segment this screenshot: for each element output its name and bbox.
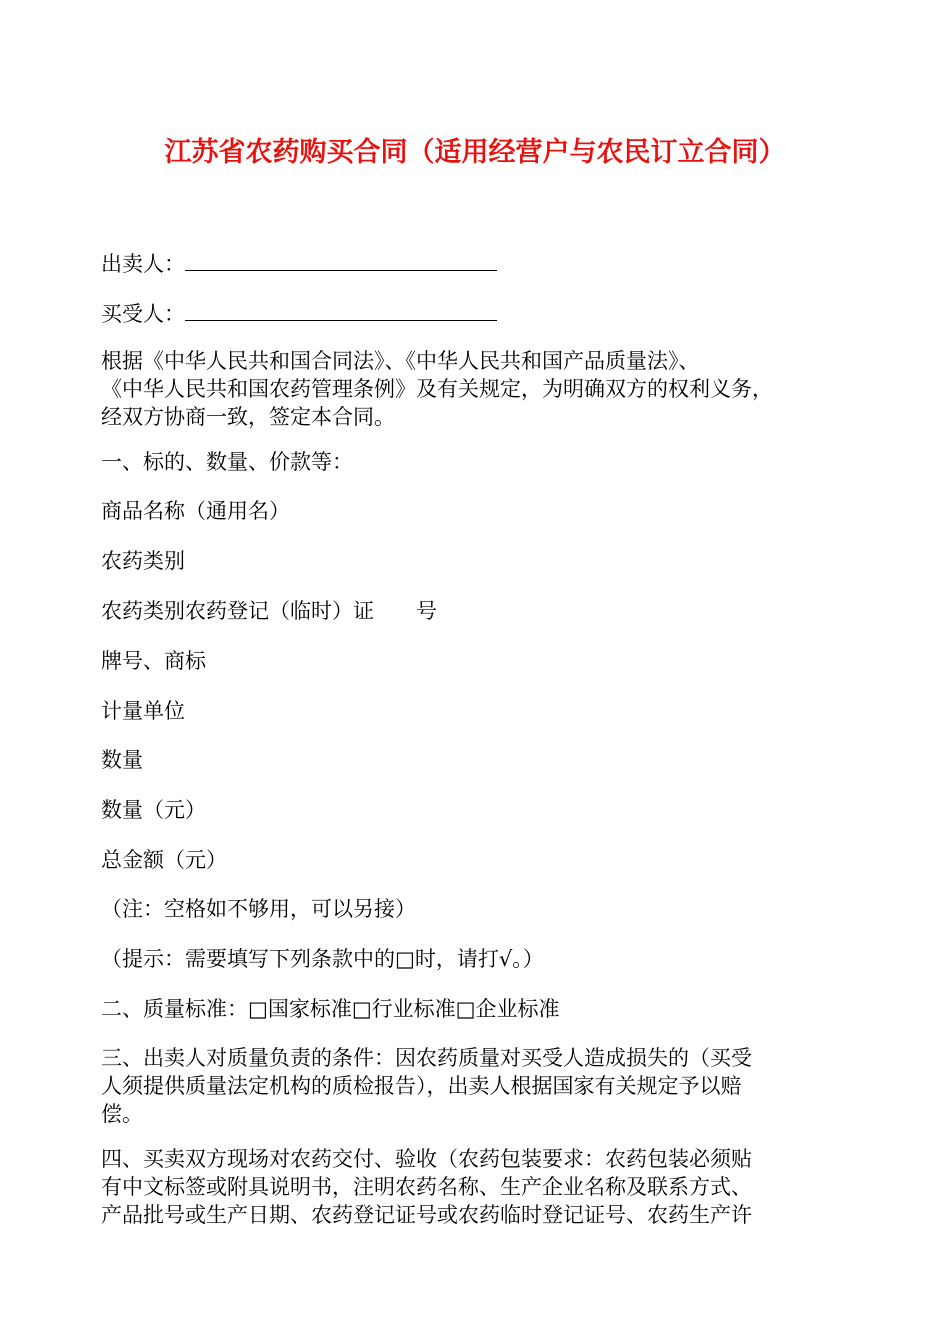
section4-line: 四、买卖双方现场对农药交付、验收（农药包装要求：农药包装必须贴	[101, 1147, 752, 1171]
note-space: （注：空格如不够用，可以另接）	[101, 897, 416, 921]
section1-heading: 一、标的、数量、价款等：	[101, 450, 353, 474]
section3-line: 人须提供质量法定机构的质检报告），出卖人根据国家有关规定予以赔	[101, 1074, 742, 1098]
section3-line: 偿。	[101, 1102, 143, 1126]
intro-line: 《中华人民共和国农药管理条例》及有关规定，为明确双方的权利义务，	[101, 377, 773, 401]
buyer-blank[interactable]	[185, 300, 497, 321]
seller-label: 出卖人：	[101, 252, 185, 276]
field-registration-number: 农药类别农药登记（临时）证 号	[101, 599, 437, 623]
field-total-amount: 总金额（元）	[101, 848, 227, 872]
seller-line	[101, 250, 497, 278]
field-product-name: 商品名称（通用名）	[101, 499, 290, 523]
buyer-label: 买受人：	[101, 302, 185, 326]
document-title: 江苏省农药购买合同（适用经营户与农民订立合同）	[164, 137, 786, 168]
section3-paragraph	[101, 1044, 861, 1128]
seller-blank[interactable]	[185, 250, 497, 271]
field-quantity-yuan: 数量（元）	[101, 798, 206, 822]
intro-line: 根据《中华人民共和国合同法》、《中华人民共和国产品质量法》、	[101, 349, 700, 373]
section2-quality-standard: 二、质量标准：□国家标准□行业标准□企业标准	[101, 997, 560, 1021]
note-checkbox-hint: （提示：需要填写下列条款中的□时，请打√。）	[101, 947, 544, 971]
section4-line: 有中文标签或附具说明书，注明农药名称、生产企业名称及联系方式、	[101, 1175, 752, 1199]
intro-paragraph	[101, 347, 861, 431]
buyer-line	[101, 300, 497, 328]
section4-line: 产品批号或生产日期、农药登记证号或农药临时登记证号、农药生产许	[101, 1203, 752, 1227]
intro-line: 经双方协商一致，签定本合同。	[101, 405, 395, 429]
field-pesticide-category: 农药类别	[101, 549, 185, 573]
field-unit: 计量单位	[101, 699, 185, 723]
section3-line: 三、出卖人对质量负责的条件：因农药质量对买受人造成损失的（买受	[101, 1046, 752, 1070]
section4-paragraph	[101, 1145, 861, 1229]
field-quantity: 数量	[101, 748, 143, 772]
field-brand-trademark: 牌号、商标	[101, 649, 206, 673]
